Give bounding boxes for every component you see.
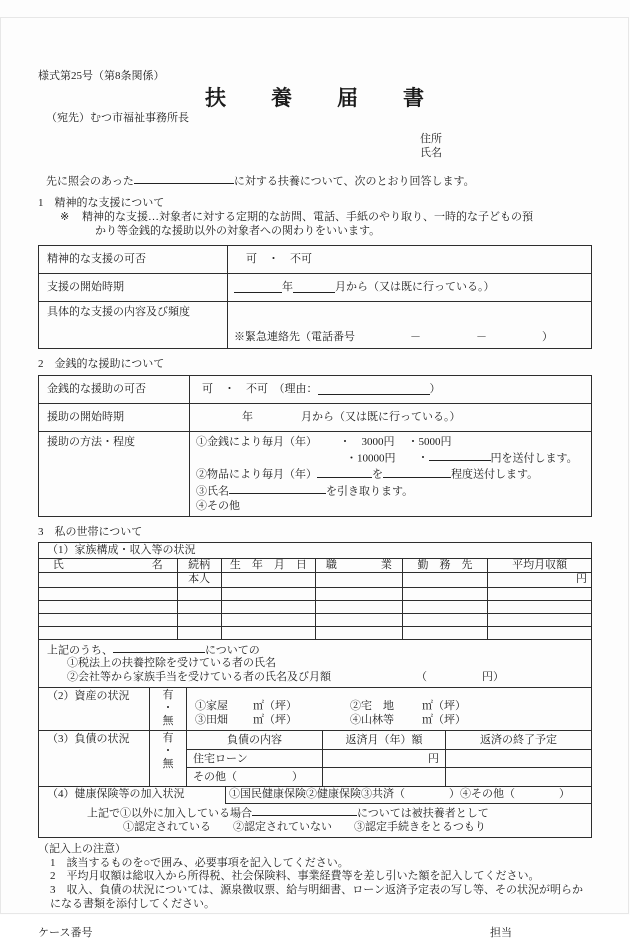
- assets-content: [187, 688, 591, 730]
- goods-wo-label: を: [372, 468, 383, 481]
- case-number-label: ケース番号: [38, 926, 93, 939]
- month-blank-line: [293, 282, 335, 293]
- dot-label: ・: [162, 702, 174, 715]
- amount-blank-line: [429, 450, 491, 461]
- family-allowance-line: [47, 671, 583, 685]
- debt-housing-loan-unit: 円: [322, 750, 445, 768]
- family-table: [39, 559, 591, 639]
- col-name: 氏 名: [39, 559, 177, 573]
- insurance-label: （4）健康保険等の加入状況: [47, 788, 185, 801]
- col-monthly-income: 平均月収額: [488, 559, 591, 573]
- support-detail-label: 具体的な支援の内容及び頻度: [39, 302, 228, 348]
- family-empty-row: [39, 600, 591, 613]
- assets-label: （2）資産の状況: [39, 688, 150, 730]
- insurance-line1: [39, 787, 591, 804]
- asset-house-label: ①家屋: [195, 700, 228, 713]
- debt-housing-loan-end: [445, 750, 591, 768]
- insurance-options: ①国民健康保険②健康保険③共済（ ）④その他（ ）: [225, 787, 591, 804]
- family-structure-title: （1）家族構成・収入等の状況: [39, 543, 591, 559]
- goods-amount-blank-line: [383, 466, 451, 477]
- cell-occupation: [316, 573, 403, 587]
- emergency-contact-line: ※緊急連絡先（電話番号 － － ）: [234, 330, 553, 343]
- send-money-label: 円を送付します。: [490, 452, 578, 465]
- asset-forest-unit: ㎡（坪）: [422, 714, 466, 727]
- addressee: （宛先）むつ市福祉事務所長: [46, 112, 189, 125]
- support-start-label: 支援の開始時期: [39, 274, 228, 301]
- page-title: 扶 養 届 書: [205, 86, 425, 111]
- family-allowance-label: ②会社等から家族手当を受けている者の氏名及び月額: [67, 670, 331, 683]
- debts-label: （3）負債の状況: [39, 731, 150, 786]
- asset-field-label: ③田畑: [195, 714, 228, 727]
- table-row: [39, 273, 591, 301]
- family-empty-row: [39, 626, 591, 639]
- among-above-label: 上記のうち、: [47, 643, 113, 656]
- debt-end-header: 返済の終了予定: [445, 731, 591, 749]
- asset-item: [350, 713, 591, 727]
- reason-blank-line: [318, 384, 430, 395]
- year-label: 年: [282, 280, 293, 293]
- notes-heading: （記入上の注意）: [38, 843, 126, 856]
- debt-other-amount: [322, 768, 445, 786]
- mental-support-availability-value: 可 ・ 不可: [246, 252, 312, 265]
- cell-birthdate: [221, 573, 315, 587]
- family-header-row: [39, 559, 591, 573]
- intro-line: [38, 173, 592, 189]
- aid-method-line3: [196, 466, 585, 482]
- cell-relation-self: 本人: [177, 573, 221, 587]
- assets-row: [39, 688, 591, 731]
- debts-table: [187, 731, 591, 786]
- asset-item: [195, 699, 350, 713]
- address-label: 住所: [420, 132, 442, 145]
- family-empty-row: [39, 613, 591, 626]
- asset-item: [195, 713, 350, 727]
- asset-field-unit: ㎡（坪）: [253, 714, 297, 727]
- yes-label: 有: [162, 689, 174, 702]
- col-birthdate: 生 年 月 日: [221, 559, 315, 573]
- intro-blank-line: [134, 173, 234, 184]
- year-label: 年: [242, 410, 253, 423]
- asset-item: [350, 699, 591, 713]
- aid-method-label: 援助の方法・程度: [39, 432, 190, 516]
- takein-label: を引き取ります。: [326, 485, 414, 498]
- option-other-amount-dot: ・: [417, 452, 429, 465]
- goods-blank-line: [317, 466, 372, 477]
- asset-forest-label: ④山林等: [350, 714, 394, 727]
- aid-method-value: [190, 432, 591, 516]
- form-number: 様式第25号（第8条関係）: [38, 70, 165, 82]
- cell-name: [39, 573, 177, 587]
- year-blank-line: [234, 282, 282, 293]
- among-above-blank-line: [113, 642, 205, 653]
- no-label: 無: [162, 715, 174, 728]
- financial-aid-availability-value: [190, 376, 591, 403]
- money-monthly-label: ①金銭により毎月（年）: [196, 435, 312, 448]
- yes-label: 有: [162, 732, 174, 745]
- note-item-2: 2 平均月収額は総収入から所得税、社会保険料、事業経費等を差し引いた額を記入してください。: [50, 870, 540, 883]
- section2-heading: 2 金銭的な援助について: [38, 357, 165, 370]
- debt-housing-loan: 住宅ローン: [187, 750, 322, 768]
- about-label: についての: [205, 643, 260, 656]
- table-row: [39, 403, 591, 431]
- household-table: [38, 542, 592, 838]
- dependents-note-block: [39, 640, 591, 689]
- mental-support-table: [38, 245, 592, 349]
- dot-label: ・: [162, 745, 174, 758]
- table-row: [39, 376, 591, 403]
- other-insurance-label: 上記で①以外に加入している場合: [87, 807, 252, 820]
- debt-repayment-header: 返済月（年）額: [322, 731, 445, 749]
- col-relation: 続柄: [177, 559, 221, 573]
- assets-yes-no: [150, 688, 187, 730]
- dependents-note-line1: [47, 642, 583, 658]
- support-start-value: [228, 274, 591, 301]
- option-3000yen: ・ 3000円: [339, 435, 395, 448]
- staff-label: 担当: [490, 926, 512, 939]
- note-item-1: 1 該当するものを○で囲み、必要事項を記入してください。: [50, 856, 349, 869]
- month-from-label: 月から（又は既に行っている。）: [301, 410, 461, 423]
- intro-post: に対する扶養について、次のとおり回答します。: [233, 175, 475, 187]
- mental-support-availability-label: 精神的な支援の可否: [39, 246, 228, 273]
- debt-other-end: [445, 768, 591, 786]
- insurance-block: [39, 787, 591, 837]
- cell-workplace: [402, 573, 488, 587]
- dependent-as-label: については被扶養者として: [357, 807, 489, 820]
- aid-start-label: 援助の開始時期: [39, 404, 190, 431]
- aid-method-line2: [196, 450, 585, 466]
- insurance-blank-line: [252, 805, 357, 816]
- notes-section: [38, 843, 592, 911]
- col-workplace: 勤 務 先: [402, 559, 488, 573]
- note-item-3: 3 収入、負債の状況については、源泉徴収票、給与明細書、ローン返済予定表の写し等、その状況が明らかになる書類を添付してください。: [50, 884, 584, 910]
- table-row: [39, 431, 591, 516]
- aid-start-value: [190, 404, 591, 431]
- aid-yes-no-reason: 可 ・ 不可 （理由：: [202, 382, 318, 395]
- aid-method-line1: [196, 435, 585, 450]
- financial-aid-availability-label: 金銭的な援助の可否: [39, 376, 190, 403]
- debt-other: その他（ ）: [193, 771, 303, 784]
- debt-content-header: 負債の内容: [187, 731, 322, 749]
- allowance-amount-paren: （ 円）: [416, 670, 504, 683]
- aid-method-line4: [196, 483, 585, 499]
- aid-method-line5: ④その他: [196, 500, 240, 513]
- month-from-label: 月から（又は既に行っている。）: [335, 280, 495, 293]
- intro-pre: 先に照会のあった: [46, 175, 134, 187]
- note-line2: かり等金銭的な援助以外の対象者への関わりをいいます。: [95, 224, 381, 237]
- goods-monthly-label: ②物品により毎月（年）: [196, 468, 317, 481]
- option-10000yen: ・10000円: [346, 452, 396, 465]
- table-row: [39, 246, 591, 273]
- insurance-line2: [39, 805, 591, 821]
- tax-deduction-line: ①税法上の扶養控除を受けている者の氏名: [67, 657, 276, 670]
- option-5000yen: ・5000円: [407, 435, 452, 448]
- table-row: [39, 301, 591, 348]
- send-goods-label: 程度送付します。: [451, 468, 539, 481]
- cell-income-unit: 円: [488, 573, 591, 587]
- section1-heading: 1 精神的な支援について: [38, 197, 165, 210]
- note-marker: ※: [60, 211, 70, 224]
- takein-name-blank-line: [229, 483, 326, 494]
- debts-row: [39, 731, 591, 787]
- name-label: 氏名: [420, 146, 442, 159]
- debts-yes-no: [150, 731, 187, 786]
- financial-aid-table: [38, 375, 592, 517]
- reason-close-paren: ）: [429, 382, 441, 395]
- takein-name-label: ③氏名: [196, 485, 229, 498]
- note-text: [82, 211, 533, 237]
- note-line1: 精神的な支援…対象者に対する定期的な訪問、電話、手紙のやり取り、一時的な子どもの預: [82, 211, 533, 224]
- family-self-row: [39, 573, 591, 587]
- insurance-line3: ①認定されている ②認定されていない ③認定手続きをとるつもり: [123, 820, 486, 833]
- asset-land-unit: ㎡（坪）: [422, 700, 466, 713]
- family-empty-row: [39, 587, 591, 600]
- applicant-block: [420, 132, 592, 160]
- assets-grid: [195, 699, 591, 727]
- section3-heading: 3 私の世帯について: [38, 525, 143, 538]
- footer-row: [38, 927, 592, 943]
- no-label: 無: [162, 758, 174, 771]
- asset-land-label: ②宅 地: [350, 700, 394, 713]
- col-occupation: 職 業: [316, 559, 403, 573]
- asset-house-unit: ㎡（坪）: [253, 700, 297, 713]
- section1-note: [38, 211, 592, 237]
